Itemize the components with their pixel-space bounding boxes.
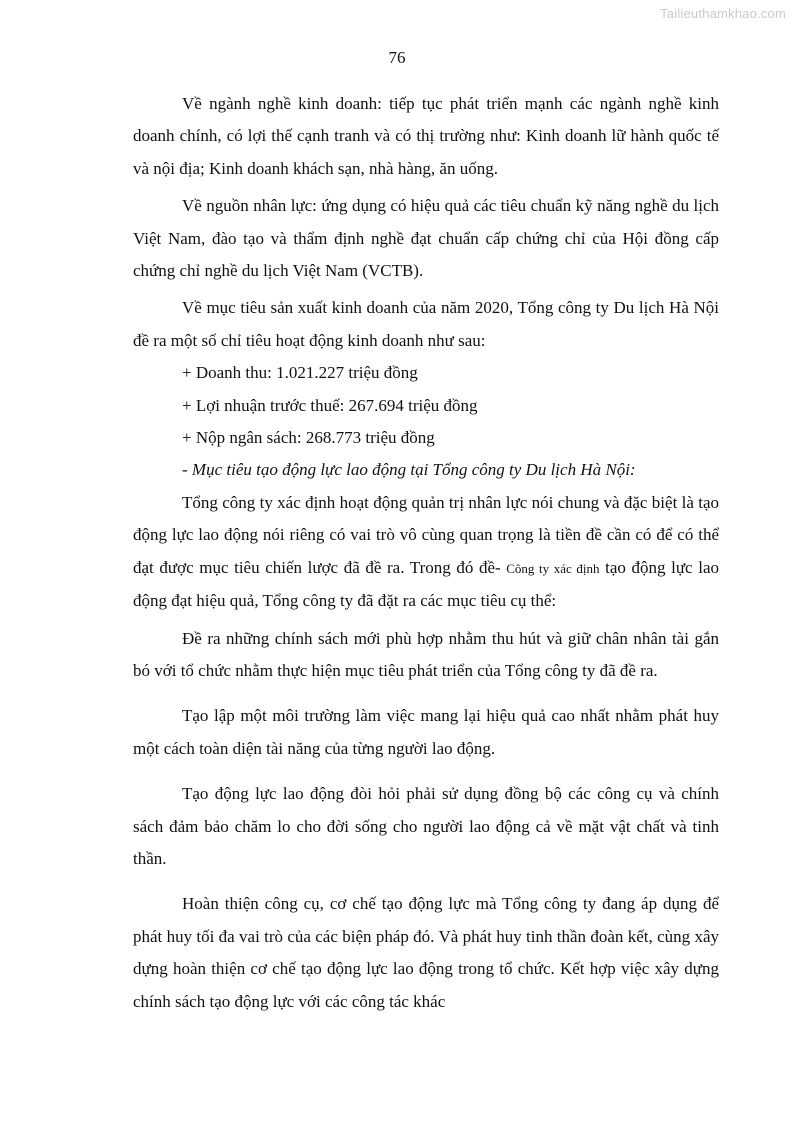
bullet-budget: + Nộp ngân sách: 268.773 triệu đồng (182, 428, 435, 448)
bullet-profit: + Lợi nhuận trước thuế: 267.694 triệu đồng (182, 395, 478, 415)
section-heading-motivation: - Mục tiêu tạo động lực lao động tại Tổng công ty Du lịch Hà Nội: (182, 460, 636, 480)
page-number: 76 (388, 48, 406, 67)
paragraph-new-policies: Đề ra những chính sách mới phù hợp nhằm thu hút và giữ chân nhân tài gắn bó với tổ chức nhằm thực hiện mục tiêu phát triển của Tổng công ty đã đề ra. (133, 628, 719, 680)
paragraph-company-strategy (133, 487, 719, 618)
paragraph-human-resources: Về nguồn nhân lực: ứng dụng có hiệu quả các tiêu chuẩn kỹ năng nghề du lịch Việt Nam, đào tạo và thẩm định nghề đạt chuẩn cấp chứng chỉ của Hội đồng cấp chứng chỉ nghề du lịch Việt Nam (VCTB). (133, 196, 719, 281)
document-body (133, 88, 719, 1018)
paragraph-synchronized-tools: Tạo động lực lao động đòi hỏi phải sử dụng đồng bộ các công cụ và chính sách đảm bảo chăm lo cho đời sống cho người lao động cả về mặt vật chất và tinh thần. (133, 784, 719, 868)
paragraph-production-goals: Về mục tiêu sản xuất kinh doanh của năm 2020, Tổng công ty Du lịch Hà Nội đề ra một số chỉ tiêu hoạt động kinh doanh như sau: (133, 298, 719, 350)
small-inline-text: Công ty xác định (506, 560, 600, 576)
watermark: Tailieuthamkhao.com (660, 6, 786, 21)
paragraph-work-environment: Tạo lập một môi trường làm việc mang lại hiệu quả cao nhất nhằm phát huy một cách toàn diện tài năng của từng người lao động. (133, 706, 719, 758)
paragraph-improve-mechanisms: Hoàn thiện công cụ, cơ chế tạo động lực mà Tổng công ty đang áp dụng để phát huy tối đa vai trò của các biện pháp đó. Và phát huy tinh thần đoàn kết, cùng xây dựng hoàn thiện cơ chế tạo động lực lao động trong tổ chức. Kết hợp việc xây dựng chính sách tạo động lực với các công tác khác (133, 894, 719, 1011)
paragraph-text: tạo động lực lao động đạt hiệu quả, Tổng công ty đã đặt ra các mục tiêu cụ thể: (133, 557, 719, 611)
bullet-revenue: + Doanh thu: 1.021.227 triệu đồng (182, 363, 418, 383)
paragraph-business-lines: Về ngành nghề kinh doanh: tiếp tục phát triển mạnh các ngành nghề kinh doanh chính, có lợi thế cạnh tranh và có thị trường như: Kinh doanh lữ hành quốc tế và nội địa; Kinh doanh khách sạn, nhà hàng, ăn uống. (133, 94, 719, 178)
paragraph-text: Tổng công ty xác định hoạt động quản trị nhân lực nói chung và đặc biệt là tạo động lực lao động nói riêng có vai trò vô cùng quan trọng là tiền đề cần có để có thể đạt được mục tiêu chiến lược đã đề ra. Trong đó đề- (133, 492, 719, 577)
